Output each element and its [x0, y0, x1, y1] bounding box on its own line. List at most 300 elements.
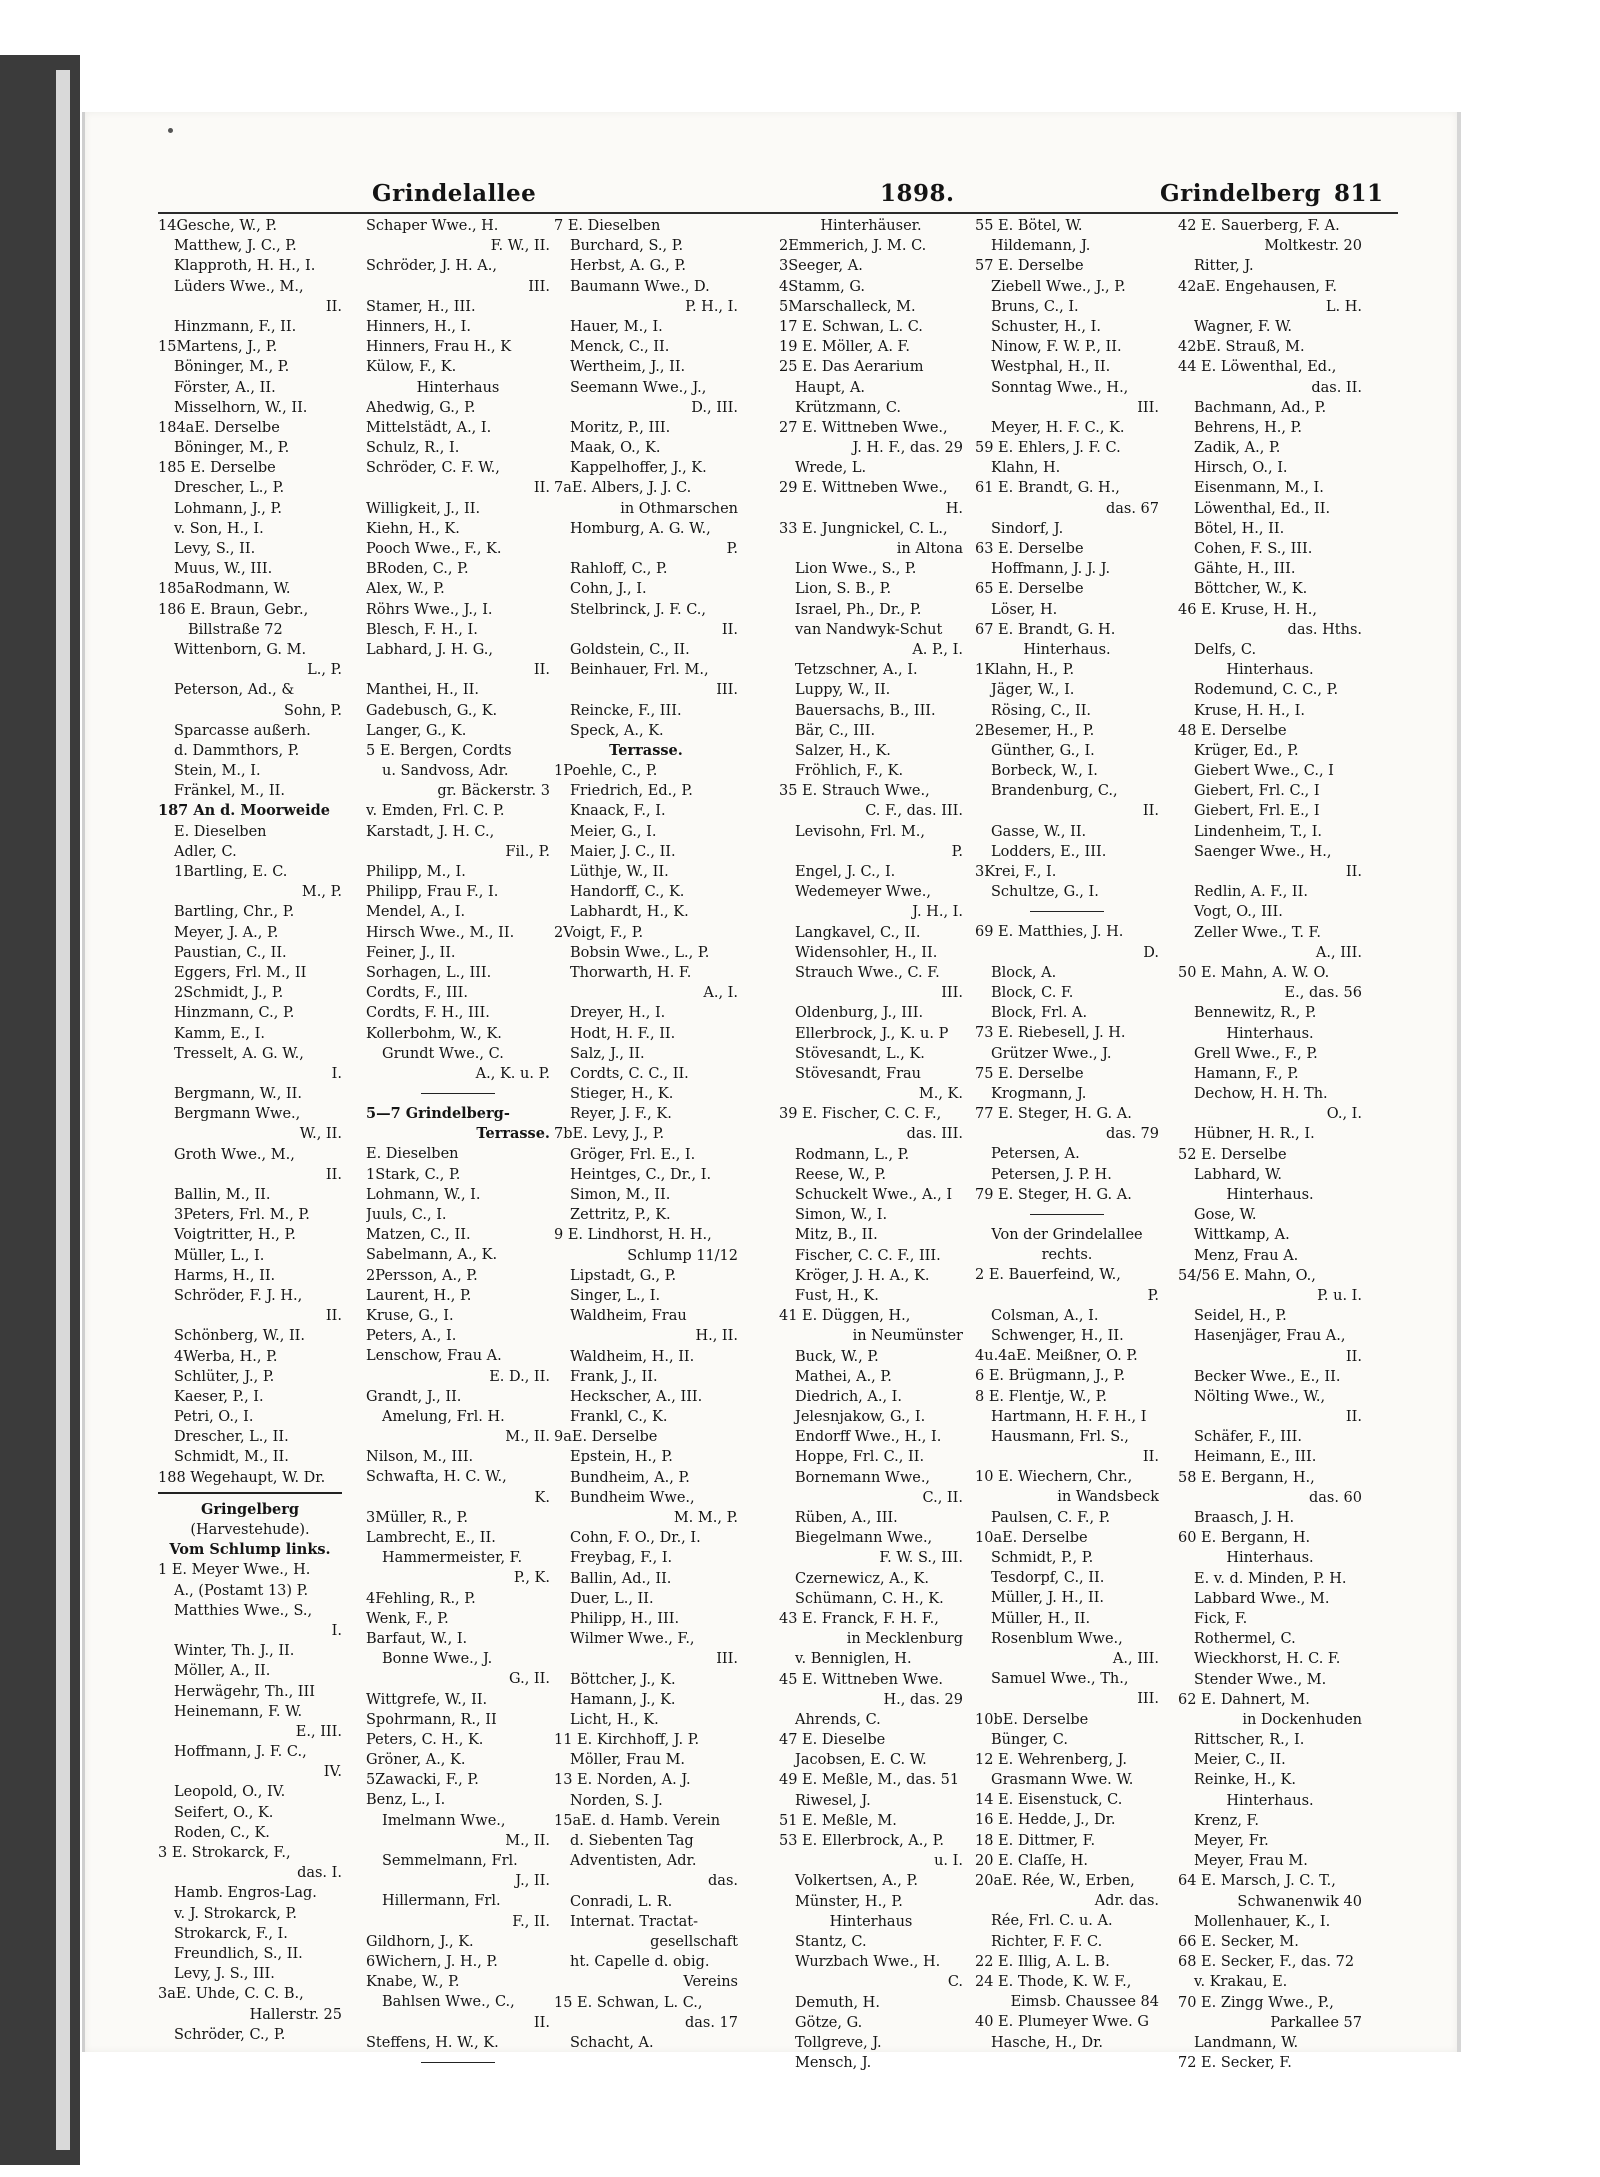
directory-entry: Semmelmann, Frl. [382, 1853, 518, 1869]
directory-entry: das. II. [1311, 379, 1362, 396]
directory-entry: Seidel, H., P. [1194, 1308, 1287, 1325]
directory-entry: Burchard, S., P. [570, 238, 684, 255]
directory-entry: Schultze, G., I. [991, 884, 1099, 901]
directory-entry: II. [325, 298, 342, 315]
directory-entry: 68 E. Secker, F., das. 72 [1178, 1954, 1355, 1971]
directory-entry: 2 E. Bauerfeind, W., [975, 1267, 1121, 1284]
directory-entry: Wittenborn, G. M. [174, 641, 307, 658]
directory-entry: 19 E. Möller, A. F. [779, 339, 910, 356]
directory-entry: 73 E. Riebesell, J. H. [975, 1025, 1126, 1042]
directory-entry: in Mecklenburg [846, 1631, 963, 1648]
directory-entry: Böttcher, W., K. [1194, 581, 1308, 598]
directory-entry: Eimsb. Chaussee 84 [1010, 1994, 1159, 2011]
directory-entry: Labhardt, H., K. [570, 904, 689, 921]
directory-entry: Strokarck, F., I. [174, 1925, 288, 1942]
directory-entry: 57 E. Derselbe [975, 258, 1084, 275]
directory-entry: Sonntag Wwe., H., [991, 379, 1129, 396]
directory-entry: 61 E. Brandt, G. H., [975, 480, 1120, 497]
directory-entry: F., II. [512, 1913, 550, 1930]
directory-entry: 4Stamm, G. [779, 278, 866, 295]
directory-entry: 58 E. Bergann, H., [1178, 1469, 1315, 1486]
directory-entry: Levy, J. S., III. [174, 1966, 275, 1983]
directory-entry: Rodmann, L., P. [795, 1146, 910, 1163]
directory-entry: Heimann, E., III. [1194, 1449, 1317, 1466]
directory-entry: 49 E. Meßle, M., das. 51 [779, 1772, 960, 1789]
directory-entry: Jäger, W., I. [991, 682, 1075, 699]
ink-dot [168, 128, 173, 133]
directory-entry: Oldenburg, J., III. [795, 1005, 924, 1022]
directory-entry: Löwenthal, Ed., II. [1194, 500, 1331, 517]
directory-entry: Rée, Frl. C. u. A. [991, 1913, 1113, 1930]
directory-entry: Günther, G., I. [991, 742, 1095, 759]
running-head-right: Grindelberg [1160, 180, 1322, 207]
directory-entry: Schmidt, M., II. [174, 1449, 289, 1466]
directory-entry: Block, C. F. [991, 984, 1074, 1001]
directory-entry: Klahn, H. [991, 460, 1061, 477]
directory-entry: Meyer, Frau M. [1194, 1853, 1308, 1870]
directory-entry: II. [533, 662, 550, 679]
directory-entry: Colsman, A., I. [991, 1307, 1099, 1324]
section-divider [366, 2053, 550, 2073]
directory-entry: Cordts, C. C., II. [570, 1065, 689, 1082]
directory-entry: d. Dammthors, P. [174, 742, 300, 759]
directory-entry: Stamer, H., III. [366, 298, 476, 315]
directory-entry: Luppy, W., II. [795, 682, 891, 699]
directory-entry: 14Gesche, W., P. [158, 218, 277, 234]
directory-entry: III. [941, 985, 963, 1002]
directory-entry: Moltkestr. 20 [1264, 238, 1362, 255]
directory-entry: Lipstadt, G., P. [570, 1267, 677, 1284]
directory-entry: 1 E. Meyer Wwe., H. [158, 1562, 311, 1579]
directory-entry: Schwenger, H., II. [991, 1327, 1124, 1344]
column-6 [1178, 216, 1362, 2072]
directory-entry: Schwanenwik 40 [1237, 1893, 1362, 1910]
directory-entry: C. F., das. III. [865, 803, 963, 820]
directory-entry: Mensch, J. [795, 2055, 872, 2072]
directory-entry: Block, A. [991, 964, 1057, 981]
directory-entry: Külow, F., K. [366, 359, 457, 376]
directory-entry: Schäfer, F., III. [1194, 1429, 1302, 1446]
street-heading: Gringelberg [200, 1500, 300, 1518]
directory-entry: E. Dieselben [366, 1146, 459, 1163]
directory-entry: H., II. [695, 1328, 738, 1345]
directory-entry: Menck, C., II. [570, 339, 670, 356]
directory-entry: 55 E. Bötel, W. [975, 218, 1083, 234]
page-number: 811 [1334, 180, 1384, 207]
directory-entry: Hinterhaus [829, 1913, 913, 1930]
directory-entry: Cordts, F. H., III. [366, 1005, 490, 1022]
directory-entry: 42bE. Strauß, M. [1178, 339, 1305, 356]
directory-entry: 14 E. Eisenstuck, C. [975, 1792, 1123, 1809]
column-4 [779, 216, 963, 2072]
directory-entry: Wurzbach Wwe., H. [795, 1954, 941, 1971]
directory-entry: Salz, J., II. [570, 1045, 645, 1062]
directory-entry: Sparcasse außerh. [174, 722, 311, 739]
directory-entry: Freundlich, S., II. [174, 1945, 303, 1962]
directory-entry: Hallerstr. 25 [249, 2006, 342, 2023]
directory-entry: 5Marschalleck, M. [779, 298, 916, 315]
directory-entry: Mittelstädt, A., I. [366, 419, 492, 436]
directory-entry: Wittgrefe, W., II. [366, 1691, 488, 1708]
directory-entry: Eggers, Frl. M., II [174, 964, 307, 981]
directory-entry: Levy, S., II. [174, 541, 256, 557]
directory-entry: Giebert, Frl. E., I [1194, 803, 1320, 820]
directory-entry: Eisenmann, M., I. [1194, 480, 1324, 497]
directory-entry: Gadebusch, G., K. [366, 702, 498, 719]
directory-entry: Von der Grindelallee [991, 1227, 1143, 1243]
directory-entry: Wedemeyer Wwe., [795, 884, 931, 901]
directory-entry: D. [1143, 944, 1159, 961]
directory-entry: Krüger, Ed., P. [1194, 742, 1299, 759]
directory-entry: Dreyer, H., I. [570, 1005, 666, 1022]
directory-entry: Meyer, J. A., P. [174, 924, 279, 941]
directory-entry: Harms, H., II. [174, 1267, 276, 1284]
directory-entry: Reese, W., P. [795, 1166, 886, 1183]
directory-entry: 9 E. Lindhorst, H. H., [554, 1227, 712, 1244]
directory-entry: H., das. 29 [883, 1691, 963, 1708]
directory-entry: Müller, J. H., II. [991, 1590, 1105, 1607]
directory-entry: 184aE. Derselbe [158, 419, 280, 436]
directory-entry: II. [1142, 803, 1159, 820]
directory-entry: Hausmann, Frl. S., [991, 1428, 1129, 1445]
directory-entry: Ballin, M., II. [174, 1187, 271, 1203]
directory-entry: J. H., I. [912, 904, 963, 921]
directory-entry: Wilmer Wwe., F., [570, 1631, 695, 1648]
directory-entry: 70 E. Zingg Wwe., P., [1178, 1994, 1334, 2011]
directory-entry: u. I. [934, 1853, 963, 1870]
directory-entry: Frank, J., II. [570, 1368, 658, 1385]
directory-entry: Knaack, F., I. [570, 803, 666, 820]
directory-entry: Reinke, H., K. [1194, 1772, 1296, 1789]
directory-entry: 1Bartling, E. C. [174, 864, 288, 880]
directory-entry: 2Schmidt, J., P. [174, 985, 284, 1002]
directory-entry: M., K. [918, 1086, 963, 1103]
directory-entry: Cordts, F., III. [366, 985, 468, 1002]
directory-entry: 12 E. Wehrenberg, J. [975, 1751, 1127, 1768]
directory-entry: Grell Wwe., F., P. [1194, 1045, 1318, 1062]
directory-entry: Sohn, P. [284, 702, 342, 719]
directory-entry: Strauch Wwe., C. F. [795, 964, 940, 981]
directory-entry: 15Martens, J., P. [158, 339, 278, 356]
directory-entry: Hinterhaus. [1226, 1187, 1314, 1203]
directory-entry: Heinemann, F. W. [174, 1703, 303, 1720]
directory-entry: P. [1147, 1287, 1159, 1304]
directory-entry: 20aE. Rée, W., Erben, [975, 1873, 1135, 1889]
directory-entry: Licht, H., K. [570, 1711, 659, 1728]
directory-entry: 60 E. Bergann, H. [1178, 1530, 1311, 1547]
directory-entry: Braasch, J. H. [1194, 1510, 1295, 1526]
directory-entry: Winter, Th. J., II. [174, 1643, 295, 1660]
directory-entry: van Nandwyk-Schut [795, 621, 943, 638]
directory-entry: 5Zawacki, F., P. [366, 1772, 479, 1789]
street-heading: Terrasse. [476, 1125, 550, 1143]
directory-entry: Demuth, H. [795, 1994, 880, 2011]
directory-entry: das. Hths. [1287, 621, 1362, 638]
directory-entry: Hinners, Frau H., K [366, 339, 512, 356]
directory-entry: Jelesnjakow, G., I. [795, 1409, 926, 1426]
directory-entry: Schuckelt Wwe., A., I [795, 1187, 953, 1203]
directory-entry: Czernewicz, A., K. [795, 1570, 929, 1587]
directory-entry: Schönberg, W., II. [174, 1328, 306, 1345]
directory-entry: Bornemann Wwe., [795, 1469, 931, 1486]
directory-entry: Labhard, W. [1194, 1166, 1282, 1183]
directory-entry: ht. Capelle d. obig. [570, 1954, 710, 1971]
directory-entry: Reincke, F., III. [570, 702, 682, 719]
directory-entry: Brandenburg, C., [991, 783, 1118, 800]
directory-entry: Willigkeit, J., II. [366, 500, 481, 517]
directory-entry: 9aE. Derselbe [554, 1429, 658, 1446]
directory-entry: 3aE. Uhde, C. C. B., [158, 1986, 304, 2003]
directory-entry: Kiehn, H., K. [366, 520, 460, 537]
directory-entry: III. [528, 278, 550, 295]
directory-entry: III. [1137, 1691, 1159, 1708]
directory-entry: P. u. I. [1317, 1287, 1362, 1304]
directory-entry: Petri, O., I. [174, 1409, 254, 1426]
directory-entry: Hasenjäger, Frau A., [1194, 1328, 1346, 1345]
directory-entry: rechts. [1041, 1247, 1093, 1264]
directory-entry: 79 E. Steger, H. G. A. [975, 1186, 1132, 1203]
directory-entry: Philipp, Frau F., I. [366, 884, 499, 901]
directory-entry: Schaper Wwe., H. [366, 218, 499, 234]
directory-entry: Grundt Wwe., C. [382, 1045, 504, 1062]
directory-entry: Rösing, C., II. [991, 702, 1092, 719]
directory-entry: Stieger, H., K. [570, 1086, 674, 1103]
directory-entry: E., das. 56 [1284, 985, 1362, 1002]
column-1 [158, 216, 342, 2043]
directory-entry: 43 E. Franck, F. H. F., [779, 1610, 939, 1627]
directory-entry: Steffens, H. W., K. [366, 2034, 499, 2051]
directory-entry: Stövesandt, L., K. [795, 1045, 925, 1062]
directory-entry: Roden, C., K. [174, 1824, 270, 1841]
directory-entry: Tetzschner, A., I. [795, 662, 918, 679]
directory-entry: Möller, A., II. [174, 1663, 271, 1680]
directory-entry: 27 E. Wittneben Wwe., [779, 419, 948, 436]
directory-entry: 188 Wegehaupt, W. Dr. [158, 1469, 326, 1486]
directory-entry: Matthies Wwe., S., [174, 1602, 313, 1619]
directory-entry: Seifert, O., K. [174, 1804, 274, 1821]
directory-entry: E. D., II. [489, 1368, 550, 1385]
directory-entry: Waldheim, H., II. [570, 1348, 695, 1365]
directory-entry: Bötel, H., II. [1194, 520, 1285, 537]
directory-entry: Bahlsen Wwe., C., [382, 1994, 515, 2011]
directory-entry: Lenschow, Frau A. [366, 1348, 502, 1365]
section-divider [158, 1492, 342, 1500]
directory-entry: 2Voigt, F., P. [554, 924, 644, 941]
directory-entry: Adr. das. [1094, 1893, 1159, 1910]
directory-entry: Endorff Wwe., H., I. [795, 1429, 942, 1446]
directory-entry: 45 E. Wittneben Wwe. [779, 1671, 944, 1688]
directory-entry: 186 E. Braun, Gebr., [158, 601, 309, 618]
directory-entry: Bobsin Wwe., L., P. [570, 944, 710, 961]
directory-entry: Jacobsen, E. C. W. [795, 1752, 927, 1769]
directory-entry: Schacht, A. [570, 2034, 654, 2051]
directory-entry: v. J. Strokarck, P. [174, 1905, 297, 1922]
directory-entry: Buck, W., P. [795, 1348, 879, 1365]
directory-entry: J. H. F., das. 29 [852, 440, 963, 457]
directory-entry: 69 E. Matthies, J. H. [975, 924, 1124, 941]
directory-entry: W., II. [299, 1126, 342, 1143]
directory-entry: II. [1142, 1449, 1159, 1466]
directory-entry: Lion Wwe., S., P. [795, 561, 917, 578]
directory-entry: Grasmann Wwe. W. [991, 1772, 1134, 1789]
directory-entry: Biegelmann Wwe., [795, 1530, 933, 1547]
directory-entry: Herbst, A. G., P. [570, 258, 686, 275]
directory-entry: Tollgreve, J. [795, 2034, 882, 2051]
directory-entry: Speck, A., K. [570, 722, 664, 739]
directory-entry: Kruse, G., I. [366, 1307, 454, 1324]
directory-entry: Hinterhaus. [1226, 1025, 1314, 1042]
directory-entry: Bennewitz, R., P. [1194, 1005, 1317, 1022]
directory-entry: Groth Wwe., M., [174, 1146, 295, 1163]
section-divider [975, 1205, 1159, 1225]
directory-entry: 65 E. Derselbe [975, 581, 1084, 598]
directory-entry: Peterson, Ad., & [174, 682, 295, 699]
directory-entry: Fischer, C. C. F., III. [795, 1247, 941, 1264]
directory-entry: C., II. [922, 1489, 963, 1506]
directory-entry: Misselhorn, W., II. [174, 399, 308, 416]
directory-entry: 24 E. Thode, K. W. F., [975, 1973, 1132, 1990]
directory-entry: Schröder, C., P. [174, 2026, 286, 2043]
directory-entry: Homburg, A. G. W., [570, 520, 711, 537]
directory-entry: Mendel, A., I. [366, 904, 466, 921]
directory-entry: Kaeser, P., I. [174, 1388, 264, 1405]
directory-entry: das. [708, 1873, 738, 1890]
directory-entry: Schröder, C. F. W., [366, 460, 500, 477]
directory-entry: Stender Wwe., M. [1194, 1671, 1327, 1688]
directory-entry: 17 E. Schwan, L. C. [779, 318, 923, 335]
directory-entry: Bruns, C., I. [991, 298, 1079, 315]
directory-entry: Fil., P. [505, 843, 550, 860]
directory-entry: Fröhlich, F., K. [795, 763, 904, 780]
directory-entry: Meyer, H. F. C., K. [991, 419, 1125, 436]
directory-entry: Böninger, M., P. [174, 440, 290, 457]
directory-entry: Gose, W. [1194, 1207, 1257, 1224]
directory-entry: F. W., II. [490, 238, 550, 255]
directory-entry: 48 E. Derselbe [1178, 722, 1287, 739]
directory-entry: 185 E. Derselbe [158, 460, 276, 477]
directory-entry: 66 E. Secker, M. [1178, 1933, 1299, 1950]
directory-entry: 22 E. Illig, A. L. B. [975, 1953, 1110, 1970]
directory-entry: gesellschaft [650, 1933, 738, 1950]
directory-entry: Waldheim, Frau [570, 1308, 687, 1325]
directory-entry: Feiner, J., II. [366, 944, 456, 961]
directory-entry: Levisohn, Frl. M., [795, 823, 926, 840]
directory-entry: Schwafta, H. C. W., [366, 1469, 507, 1486]
directory-entry: Kruse, H. H., I. [1194, 702, 1306, 719]
directory-entry: Friedrich, Ed., P. [570, 783, 693, 800]
directory-entry: in Neumünster [852, 1328, 963, 1345]
directory-entry: Rosenblum Wwe., [991, 1630, 1123, 1647]
directory-entry: A., K. u. P. [475, 1065, 550, 1082]
directory-entry: 13 E. Norden, A. J. [554, 1772, 691, 1789]
directory-entry: Haupt, A. [795, 379, 866, 396]
directory-entry: Hildemann, J. [991, 238, 1091, 255]
directory-entry: Ahedwig, G., P. [366, 399, 476, 416]
directory-entry: v. Son, H., I. [174, 520, 264, 537]
column-3 [554, 216, 738, 2051]
directory-entry: 62 E. Dahnert, M. [1178, 1691, 1310, 1708]
directory-entry: 52 E. Derselbe [1178, 1146, 1287, 1163]
directory-entry: Gähte, H., III. [1194, 561, 1296, 578]
directory-entry: Zeller Wwe., T. F. [1194, 924, 1321, 941]
directory-entry: Gasse, W., II. [991, 823, 1087, 840]
directory-entry: Stein, M., I. [174, 763, 261, 780]
directory-entry: 16 E. Hedde, J., Dr. [975, 1812, 1116, 1829]
directory-entry: 77 E. Steger, H. G. A. [975, 1106, 1132, 1123]
directory-entry: 11 E. Kirchhoff, J. P. [554, 1732, 700, 1749]
directory-entry: 59 E. Ehlers, J. F. C. [975, 440, 1121, 457]
directory-entry: Schulz, R., I. [366, 440, 460, 457]
directory-entry: 33 E. Jungnickel, C. L., [779, 520, 948, 537]
directory-entry: II. [1345, 1409, 1362, 1426]
directory-entry: III. [1137, 399, 1159, 416]
directory-entry: Hinterhaus [416, 379, 500, 396]
directory-entry: Müller, H., II. [991, 1610, 1091, 1627]
directory-entry: 42aE. Engehausen, F. [1178, 278, 1337, 295]
directory-entry: Vereins [683, 1974, 738, 1991]
directory-entry: Salzer, H., K. [795, 742, 891, 759]
directory-entry: das. III. [906, 1126, 963, 1143]
directory-entry: Nölting Wwe., W., [1194, 1388, 1326, 1405]
directory-entry: Wertheim, J., II. [570, 359, 686, 376]
directory-entry: 47 E. Dieselbe [779, 1732, 886, 1749]
directory-entry: 10aE. Derselbe [975, 1529, 1088, 1546]
directory-entry: Paustian, C., II. [174, 944, 287, 961]
directory-entry: Knabe, W., P. [366, 1974, 460, 1991]
directory-entry: Stantz, C. [795, 1933, 867, 1950]
directory-entry: Sorhagen, L., III. [366, 964, 492, 981]
directory-entry: Rahloff, C., P. [570, 561, 668, 578]
directory-entry: Benz, L., I. [366, 1792, 446, 1809]
directory-entry: Röhrs Wwe., J., I. [366, 601, 493, 618]
directory-entry: das. 79 [1105, 1126, 1159, 1143]
directory-entry: Cohn, F. O., Dr., I. [570, 1530, 701, 1547]
directory-entry: Samuel Wwe., Th., [991, 1671, 1129, 1688]
directory-entry: 3Krei, F., I. [975, 864, 1057, 880]
directory-entry: F. W. S., III. [879, 1550, 963, 1567]
directory-entry: 4Fehling, R., P. [366, 1590, 476, 1607]
directory-entry: M., II. [505, 1832, 550, 1849]
directory-entry: H. [945, 500, 963, 517]
directory-entry: in Othmarschen [620, 500, 738, 517]
directory-entry: 2Emmerich, J. M. C. [779, 238, 927, 255]
directory-entry: Maak, O., K. [570, 440, 661, 457]
directory-entry: Schmidt, P., P. [991, 1550, 1094, 1566]
directory-entry: Menz, Frau A. [1194, 1247, 1299, 1264]
directory-entry: Westphal, H., II. [991, 359, 1111, 376]
directory-entry: Nilson, M., III. [366, 1449, 474, 1466]
directory-entry: Imelmann Wwe., [382, 1812, 506, 1829]
directory-entry: Hoffmann, J. F. C., [174, 1744, 307, 1761]
directory-entry: L., P. [307, 662, 342, 679]
directory-entry: 4u.4aE. Meißner, O. P. [975, 1348, 1138, 1365]
directory-entry: Bauersachs, B., III. [795, 702, 936, 719]
street-heading: 187 An d. Moorweide [158, 802, 331, 820]
directory-entry: Löser, H. [991, 601, 1058, 618]
street-heading: Vom Schlump links. [169, 1541, 331, 1559]
directory-entry: Stelbrinck, J. F. C., [570, 601, 707, 618]
directory-entry: Ritter, J. [1194, 258, 1254, 275]
directory-entry: Heintges, C., Dr., I. [570, 1166, 712, 1183]
directory-entry: Freybag, F., I. [570, 1550, 673, 1567]
directory-entry: I. [331, 1622, 342, 1639]
directory-entry: A., III. [1112, 1650, 1159, 1667]
directory-entry: Zadik, A., P. [1194, 440, 1281, 457]
directory-entry: Redlin, A. F., II. [1194, 884, 1308, 901]
directory-entry: Philipp, M., I. [366, 864, 466, 880]
directory-entry: Amelung, Frl. H. [382, 1408, 505, 1425]
directory-entry: III. [716, 682, 738, 699]
